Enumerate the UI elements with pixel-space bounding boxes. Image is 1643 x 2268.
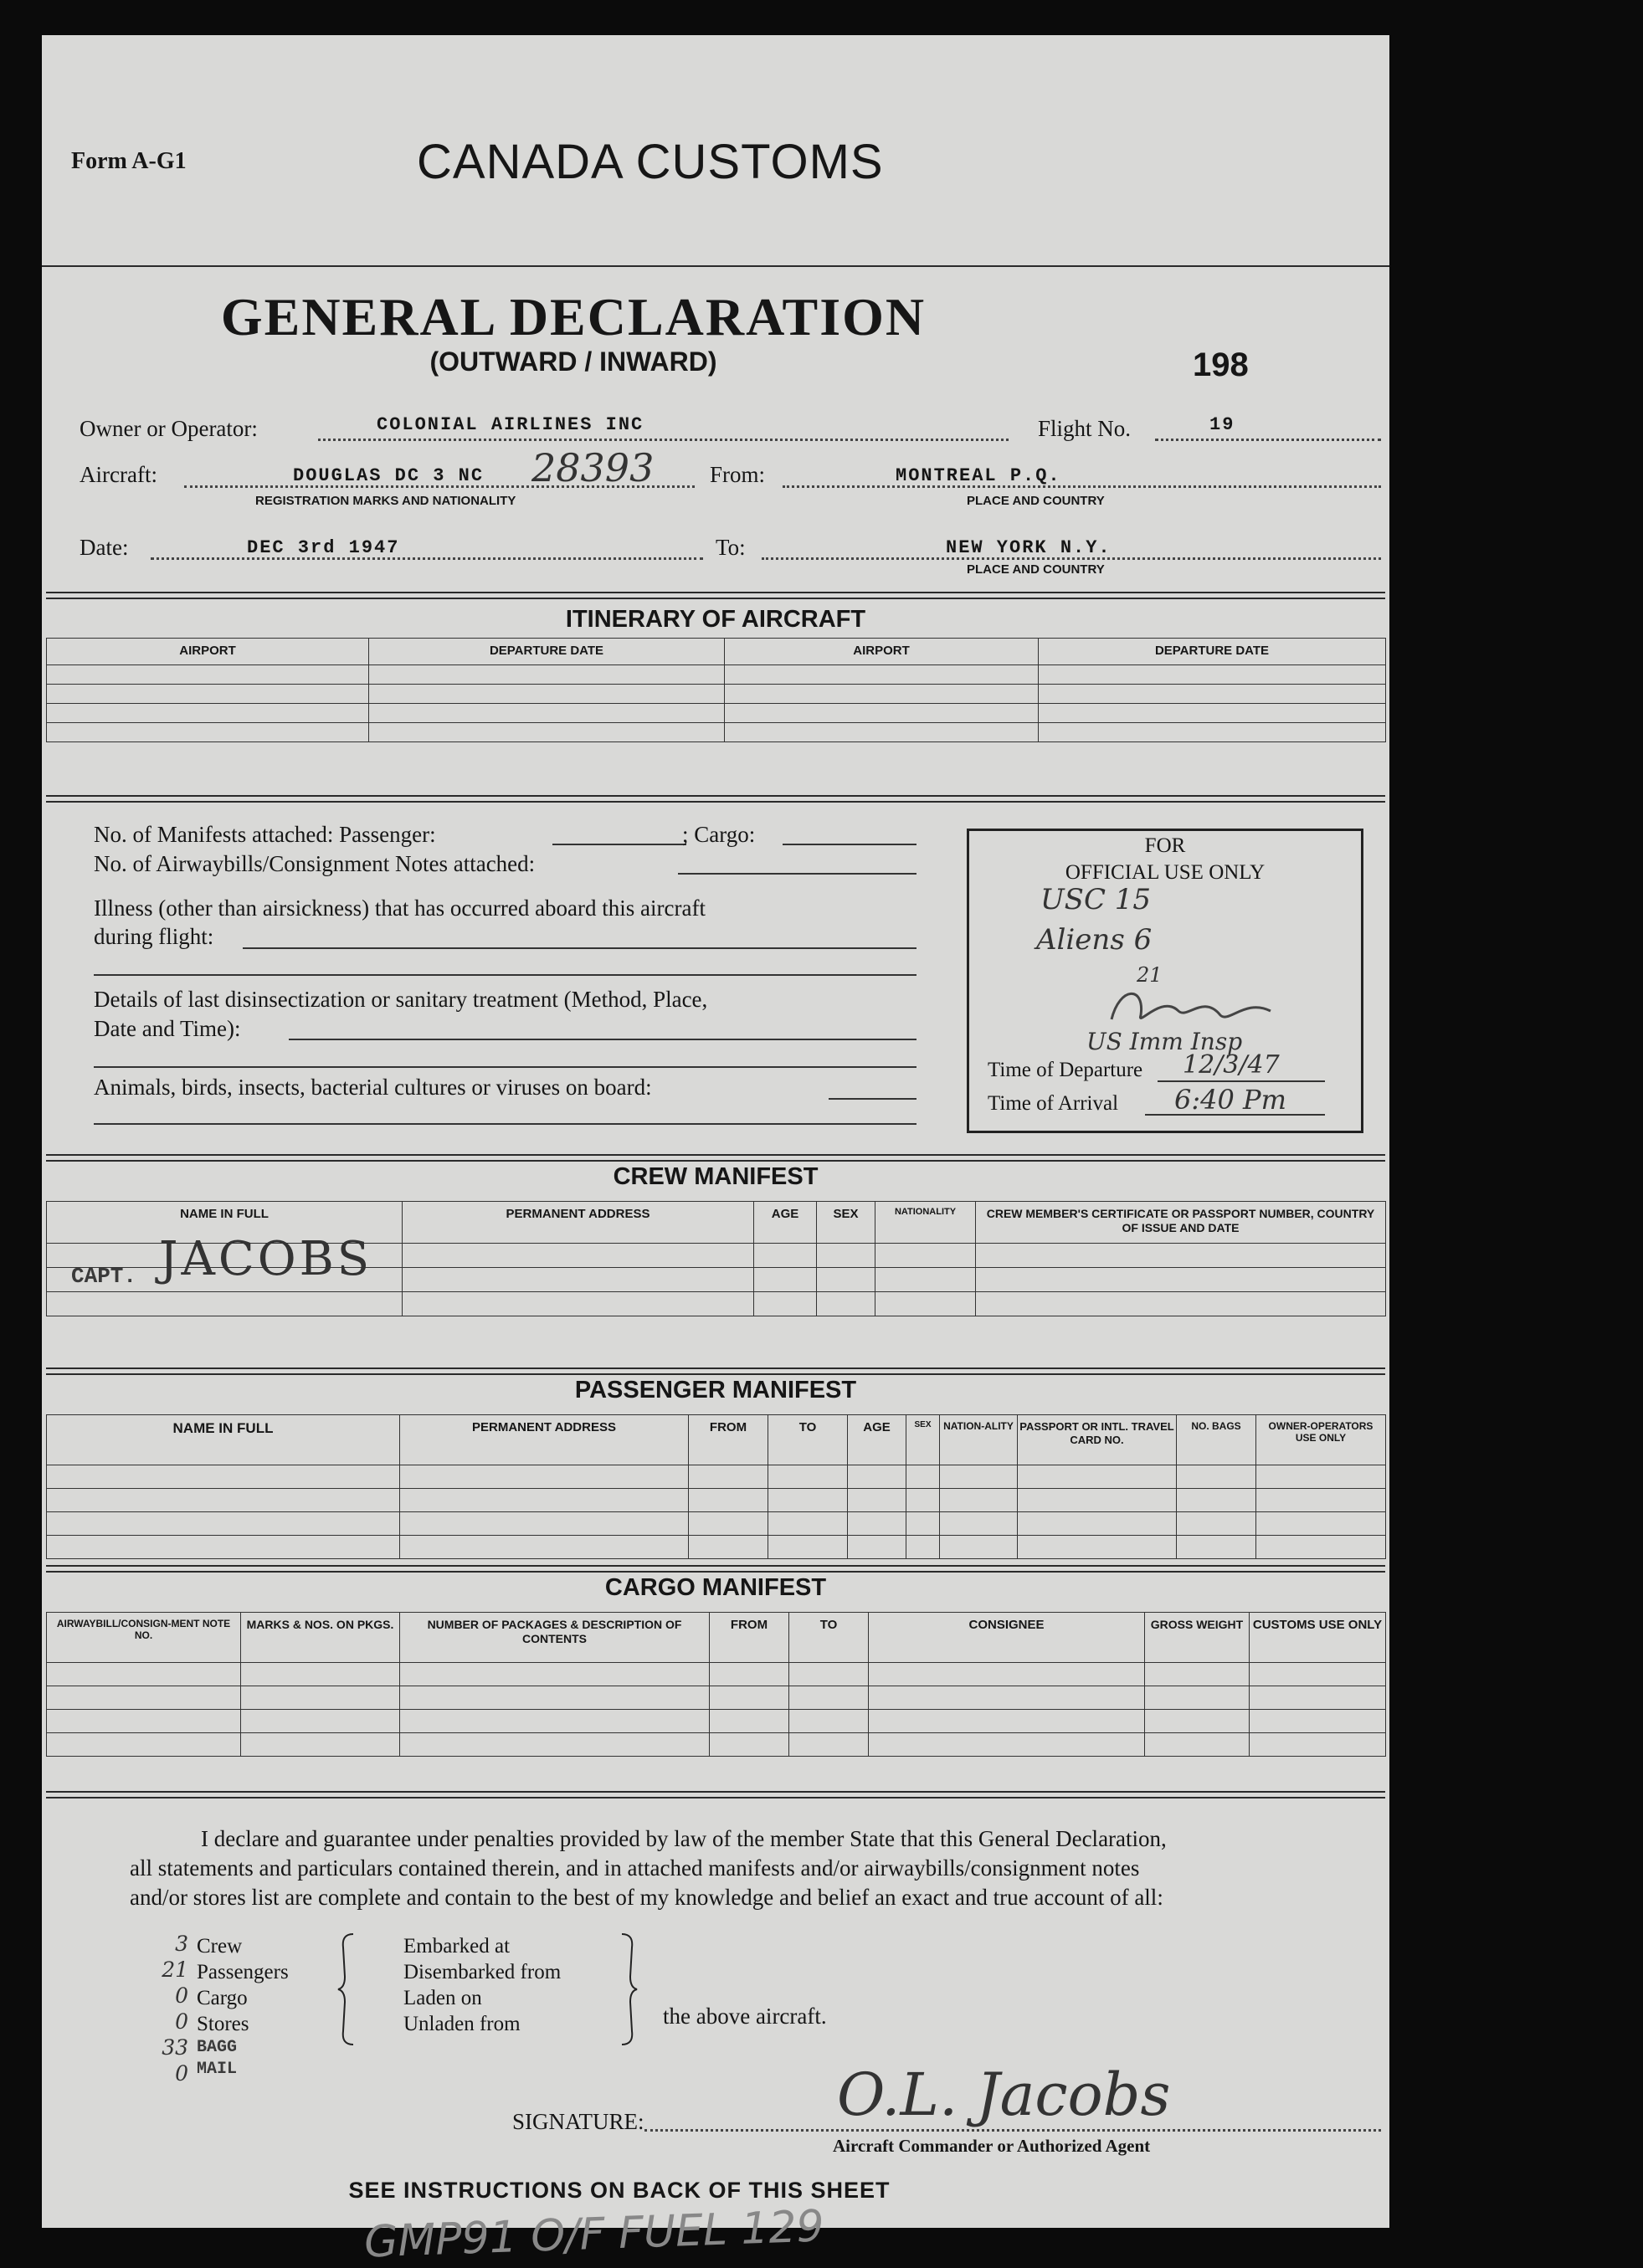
table-cell <box>976 1268 1386 1292</box>
table-cell <box>47 1489 400 1512</box>
table-cell <box>875 1244 976 1268</box>
count-mail: 0 <box>175 2061 188 2086</box>
cargo-header-from: FROM <box>710 1613 789 1663</box>
cargo-top-rule <box>46 1565 1385 1573</box>
declaration-line-3: and/or stores list are complete and contain to the best of my knowledge and belief an exact and true account of all: <box>130 1885 1163 1910</box>
cargo-header-weight: GROSS WEIGHT <box>1145 1613 1250 1663</box>
passenger-header-nationality: NATION-ALITY <box>940 1415 1018 1465</box>
table-cell <box>1018 1536 1177 1559</box>
table-cell <box>689 1512 768 1536</box>
animals-line <box>829 1098 916 1100</box>
table-cell <box>875 1292 976 1316</box>
table-cell <box>400 1686 710 1710</box>
passenger-header-owner-use: OWNER-OPERATORS USE ONLY <box>1256 1415 1386 1465</box>
itinerary-header-departure-2: DEPARTURE DATE <box>1039 639 1386 665</box>
table-cell <box>875 1268 976 1292</box>
commander-signature: O.L. Jacobs <box>837 2060 1171 2129</box>
declaration-item-crew: Crew <box>197 1935 243 1958</box>
departure-time-label: Time of Departure <box>988 1059 1143 1081</box>
table-cell <box>369 665 725 685</box>
above-aircraft-text: the above aircraft. <box>663 2004 827 2029</box>
declaration-item-bagg: BAGG <box>197 2038 238 2057</box>
table-cell <box>689 1489 768 1512</box>
table-cell <box>1250 1663 1386 1686</box>
table-cell <box>710 1663 789 1686</box>
passenger-header-age: AGE <box>848 1415 906 1465</box>
table-cell <box>817 1244 875 1268</box>
table-cell <box>789 1663 869 1686</box>
to-label: To: <box>716 535 746 560</box>
table-cell <box>1039 665 1386 685</box>
flight-value: 19 <box>1209 414 1235 435</box>
disinsect-line <box>289 1039 916 1040</box>
passenger-header-bags: NO. BAGS <box>1177 1415 1256 1465</box>
cargo-bottom-rule <box>46 1791 1385 1798</box>
official-use-box <box>967 829 1363 1133</box>
table-cell <box>400 1733 710 1757</box>
table-cell <box>400 1465 689 1489</box>
table-cell <box>47 1292 403 1316</box>
official-note-inspector: US Imm Insp <box>1086 1028 1243 1055</box>
itinerary-header-airport-1: AIRPORT <box>47 639 369 665</box>
aircraft-label: Aircraft: <box>80 462 157 487</box>
table-cell <box>817 1292 875 1316</box>
passenger-header-sex: SEX <box>906 1415 940 1465</box>
form-subtitle: (OUTWARD / INWARD) <box>429 346 717 377</box>
table-cell <box>1177 1489 1256 1512</box>
action-unladen: Unladen from <box>403 2013 521 2035</box>
table-cell <box>1177 1512 1256 1536</box>
table-cell <box>976 1292 1386 1316</box>
table-cell <box>403 1244 754 1268</box>
declaration-counts <box>142 1931 188 2086</box>
table-cell <box>1256 1536 1386 1559</box>
count-bagg: 33 <box>162 2035 188 2060</box>
to-sub: PLACE AND COUNTRY <box>967 562 1105 577</box>
table-cell <box>369 704 725 723</box>
table-cell <box>754 1292 817 1316</box>
form-title: GENERAL DECLARATION <box>220 287 927 346</box>
table-cell <box>1256 1512 1386 1536</box>
table-cell <box>754 1244 817 1268</box>
table-cell <box>689 1536 768 1559</box>
table-cell <box>725 685 1039 704</box>
from-label: From: <box>710 462 766 487</box>
cargo-header-consignee: CONSIGNEE <box>869 1613 1145 1663</box>
table-cell <box>848 1465 906 1489</box>
cargo-header-marks: MARKS & NOS. ON PKGS. <box>241 1613 400 1663</box>
disinsect-label-2: Date and Time): <box>94 1016 241 1041</box>
table-cell <box>369 685 725 704</box>
owner-value: COLONIAL AIRLINES INC <box>377 414 644 435</box>
table-cell <box>725 723 1039 742</box>
table-cell <box>1250 1686 1386 1710</box>
illness-line <box>243 947 916 949</box>
declaration-line-2: all statements and particulars contained therein, and in attached manifests and/or airwaybills/consignment notes <box>130 1855 1140 1881</box>
table-cell <box>400 1536 689 1559</box>
itinerary-bottom-rule <box>46 795 1385 803</box>
count-passengers: 21 <box>162 1958 188 1982</box>
table-cell <box>869 1663 1145 1686</box>
declaration-form <box>42 35 1389 2268</box>
right-brace-icon <box>615 1931 640 2048</box>
table-cell <box>976 1244 1386 1268</box>
departure-time-value: 12/3/47 <box>1183 1050 1280 1080</box>
declaration-item-mail: MAIL <box>197 2060 238 2079</box>
crew-header-sex: SEX <box>817 1202 875 1244</box>
manifests-label: No. of Manifests attached: Passenger: <box>94 822 436 847</box>
table-cell <box>1177 1536 1256 1559</box>
table-cell <box>906 1536 940 1559</box>
count-crew: 3 <box>175 1932 188 1956</box>
table-cell <box>369 723 725 742</box>
passenger-header-from: FROM <box>689 1415 768 1465</box>
table-cell <box>47 1663 241 1686</box>
table-cell <box>47 1710 241 1733</box>
table-cell <box>848 1512 906 1536</box>
table-cell <box>789 1686 869 1710</box>
declaration-line-1: I declare and guarantee under penalties provided by law of the member State that this General Declaration, <box>201 1826 1167 1851</box>
cargo-header-airwaybill: AIRWAYBILL/CONSIGN-MENT NOTE NO. <box>47 1613 241 1663</box>
declaration-item-stores: Stores <box>197 2013 249 2035</box>
owner-line <box>318 439 1009 441</box>
left-brace-icon <box>335 1931 360 2048</box>
table-cell <box>768 1536 848 1559</box>
table-cell <box>1145 1733 1250 1757</box>
signature-label: SIGNATURE: <box>512 2109 644 2134</box>
table-cell <box>906 1465 940 1489</box>
to-value: NEW YORK N.Y. <box>946 537 1112 558</box>
table-cell <box>725 665 1039 685</box>
table-cell <box>1039 704 1386 723</box>
date-value: DEC 3rd 1947 <box>247 537 400 558</box>
cargo-title: CARGO MANIFEST <box>604 1574 827 1601</box>
table-cell <box>47 1536 400 1559</box>
crew-title: CREW MANIFEST <box>613 1163 819 1190</box>
table-cell <box>1018 1489 1177 1512</box>
cargo-header-packages: NUMBER OF PACKAGES & DESCRIPTION OF CONTENTS <box>400 1613 710 1663</box>
passenger-header-name: NAME IN FULL <box>47 1415 400 1465</box>
passenger-header-to: TO <box>768 1415 848 1465</box>
table-cell <box>710 1733 789 1757</box>
table-cell <box>725 704 1039 723</box>
table-cell <box>241 1686 400 1710</box>
illness-line-2 <box>94 974 916 976</box>
table-cell <box>1250 1733 1386 1757</box>
from-sub: PLACE AND COUNTRY <box>967 494 1105 508</box>
table-cell <box>47 665 369 685</box>
table-cell <box>47 704 369 723</box>
table-cell <box>1177 1465 1256 1489</box>
table-cell <box>869 1710 1145 1733</box>
table-cell <box>940 1512 1018 1536</box>
date-line <box>151 557 703 560</box>
cargo-table <box>46 1612 1386 1757</box>
instructions-text: SEE INSTRUCTIONS ON BACK OF THIS SHEET <box>348 2178 891 2203</box>
table-cell <box>1145 1710 1250 1733</box>
table-cell <box>906 1512 940 1536</box>
count-stores: 0 <box>175 2009 188 2034</box>
aircraft-sub: REGISTRATION MARKS AND NATIONALITY <box>255 494 516 508</box>
table-cell <box>789 1710 869 1733</box>
table-cell <box>241 1733 400 1757</box>
disinsect-line-2 <box>94 1066 916 1068</box>
crew-header-certificate: CREW MEMBER'S CERTIFICATE OR PASSPORT NUMBER, COUNTRY OF ISSUE AND DATE <box>976 1202 1386 1244</box>
footer-pencil-note: GMP91 O/F FUEL 129 <box>363 2201 825 2268</box>
agency-name: CANADA CUSTOMS <box>417 135 884 189</box>
table-cell <box>768 1512 848 1536</box>
declaration-items <box>197 1933 289 2081</box>
header-divider <box>42 265 1389 267</box>
cargo-manifest-line <box>783 844 916 845</box>
action-disembarked: Disembarked from <box>403 1961 562 1983</box>
table-cell <box>1039 723 1386 742</box>
table-cell <box>848 1489 906 1512</box>
crew-header-age: AGE <box>754 1202 817 1244</box>
flight-line <box>1155 439 1381 441</box>
declaration-item-cargo: Cargo <box>197 1987 248 2009</box>
itinerary-title: ITINERARY OF AIRCRAFT <box>565 606 866 633</box>
crew-header-name: NAME IN FULL <box>47 1202 403 1244</box>
document-number: 198 <box>1193 346 1249 383</box>
table-cell <box>403 1268 754 1292</box>
table-cell <box>848 1536 906 1559</box>
table-cell <box>1039 685 1386 704</box>
table-cell <box>689 1465 768 1489</box>
airwaybills-label: No. of Airwaybills/Consignment Notes attached: <box>94 851 536 876</box>
count-cargo: 0 <box>175 1983 188 2008</box>
crew-captain-name: JACOBS <box>159 1232 373 1286</box>
passenger-table <box>46 1414 1386 1559</box>
table-cell <box>400 1512 689 1536</box>
table-cell <box>47 723 369 742</box>
declaration-item-passengers: Passengers <box>197 1961 289 1983</box>
arrival-time-label: Time of Arrival <box>988 1092 1119 1115</box>
table-cell <box>1018 1512 1177 1536</box>
passenger-top-rule <box>46 1367 1385 1375</box>
table-cell <box>1145 1686 1250 1710</box>
table-cell <box>403 1292 754 1316</box>
itinerary-header-airport-2: AIRPORT <box>725 639 1039 665</box>
arrival-time-value: 6:40 Pm <box>1174 1084 1286 1116</box>
action-laden: Laden on <box>403 1987 482 2009</box>
table-cell <box>241 1663 400 1686</box>
table-cell <box>940 1465 1018 1489</box>
table-cell <box>1250 1710 1386 1733</box>
action-embarked: Embarked at <box>403 1935 511 1958</box>
date-label: Date: <box>80 535 129 560</box>
table-cell <box>768 1465 848 1489</box>
aircraft-registration-handwritten: 28393 <box>531 445 655 490</box>
official-title: OFFICIAL USE ONLY <box>1065 861 1266 884</box>
table-cell <box>47 685 369 704</box>
table-cell <box>940 1489 1018 1512</box>
crew-top-rule <box>46 1154 1385 1162</box>
table-cell <box>1018 1465 1177 1489</box>
passenger-header-address: PERMANENT ADDRESS <box>400 1415 689 1465</box>
signature-sub: Aircraft Commander or Authorized Agent <box>833 2136 1151 2156</box>
table-cell <box>789 1733 869 1757</box>
table-cell <box>400 1489 689 1512</box>
table-cell <box>940 1536 1018 1559</box>
passenger-manifest-line <box>552 844 686 845</box>
official-note-total: 21 <box>1137 963 1163 987</box>
table-cell <box>710 1710 789 1733</box>
itinerary-header-departure-1: DEPARTURE DATE <box>369 639 725 665</box>
table-cell <box>47 1686 241 1710</box>
from-line <box>783 485 1381 488</box>
flight-label: Flight No. <box>1038 416 1132 441</box>
official-note-aliens: Aliens 6 <box>1036 923 1153 957</box>
table-cell <box>754 1268 817 1292</box>
table-cell <box>241 1710 400 1733</box>
table-cell <box>869 1686 1145 1710</box>
animals-line-2 <box>94 1123 916 1125</box>
table-cell <box>400 1710 710 1733</box>
aircraft-value: DOUGLAS DC 3 NC <box>293 465 485 486</box>
illness-label-2: during flight: <box>94 924 214 949</box>
table-cell <box>1145 1663 1250 1686</box>
table-cell <box>869 1733 1145 1757</box>
table-cell <box>400 1663 710 1686</box>
declaration-actions <box>403 1933 561 2037</box>
table-cell <box>817 1268 875 1292</box>
itinerary-top-rule <box>46 592 1385 599</box>
official-note-usc: USC 15 <box>1040 883 1152 916</box>
signature-line <box>644 2129 1381 2132</box>
official-for: FOR <box>1144 834 1186 857</box>
table-cell <box>768 1489 848 1512</box>
table-cell <box>1256 1465 1386 1489</box>
cargo-header-to: TO <box>789 1613 869 1663</box>
owner-label: Owner or Operator: <box>80 416 258 441</box>
itinerary-table <box>46 638 1386 742</box>
illness-label-1: Illness (other than airsickness) that has occurred aboard this aircraft <box>94 895 706 921</box>
cargo-label: ; Cargo: <box>682 822 756 847</box>
table-cell <box>906 1489 940 1512</box>
from-value: MONTREAL P.Q. <box>896 465 1061 486</box>
airwaybills-line <box>678 873 916 875</box>
table-cell <box>47 1733 241 1757</box>
departure-time-line <box>1158 1080 1325 1082</box>
form-number: Form A-G1 <box>71 148 187 174</box>
disinsect-label-1: Details of last disinsectization or sanitary treatment (Method, Place, <box>94 987 708 1012</box>
passenger-header-passport: PASSPORT OR INTL. TRAVEL CARD NO. <box>1018 1415 1177 1465</box>
crew-header-nationality: NATIONALITY <box>875 1202 976 1244</box>
crew-captain-stamp: CAPT. <box>71 1264 137 1289</box>
crew-header-address: PERMANENT ADDRESS <box>403 1202 754 1244</box>
table-cell <box>710 1686 789 1710</box>
table-cell <box>47 1465 400 1489</box>
cargo-header-customs: CUSTOMS USE ONLY <box>1250 1613 1386 1663</box>
table-cell <box>47 1512 400 1536</box>
animals-label: Animals, birds, insects, bacterial cultures or viruses on board: <box>94 1075 652 1100</box>
table-cell <box>1256 1489 1386 1512</box>
passenger-title: PASSENGER MANIFEST <box>574 1377 857 1403</box>
